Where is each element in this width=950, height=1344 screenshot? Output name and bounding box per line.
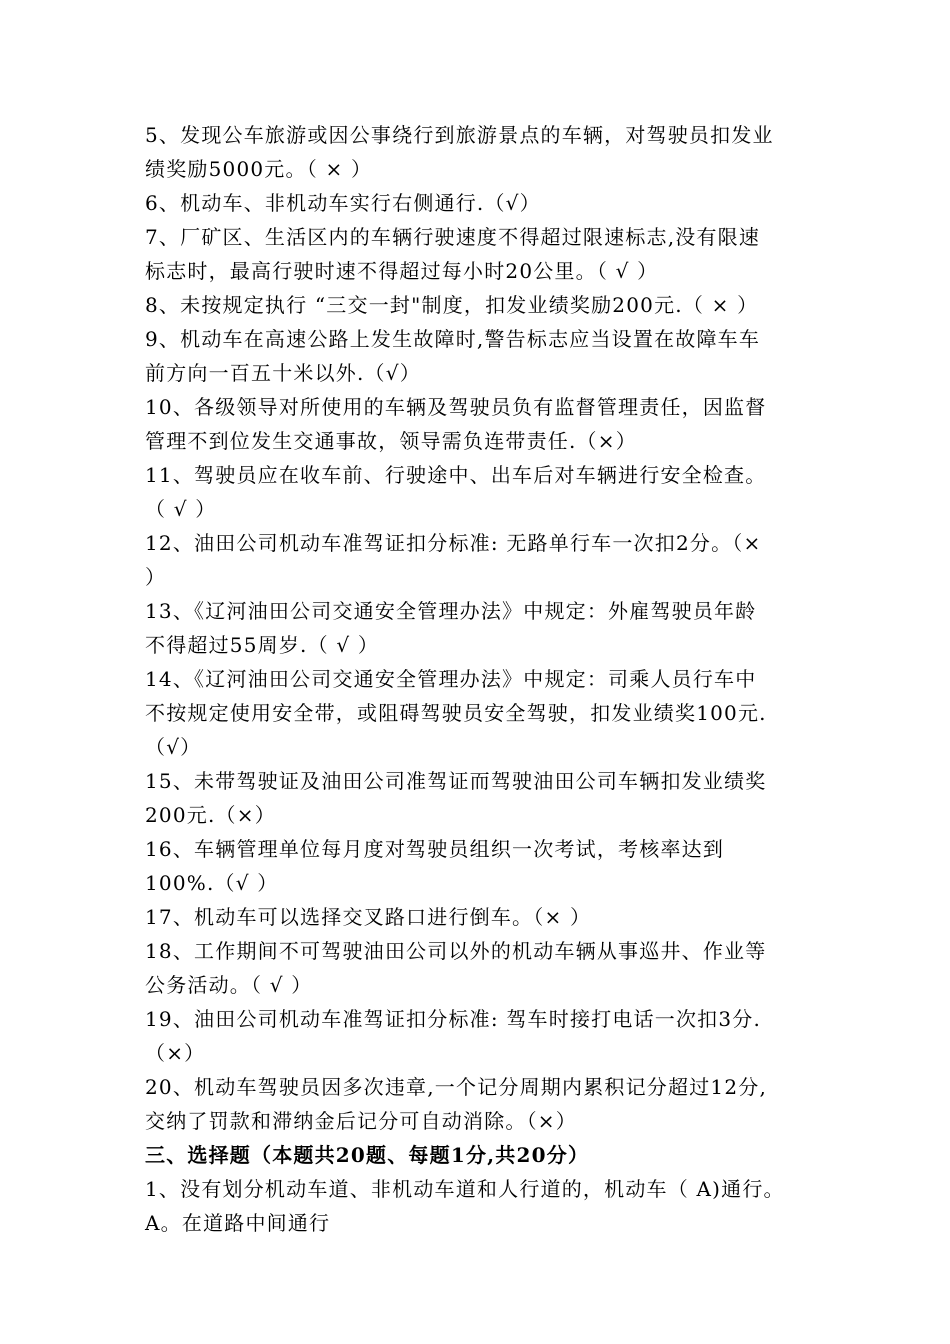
text-line: 标志时，最高行驶时速不得超过每小时20公里。（ √ ） (145, 259, 659, 283)
text-line: 前方向一百五十米以外.（√） (145, 361, 421, 385)
text-line: 10、各级领导对所使用的车辆及驾驶员负有监督管理责任，因监督 (145, 395, 767, 419)
text-line: 15、未带驾驶证及油田公司准驾证而驾驶油田公司车辆扣发业绩奖 (145, 769, 767, 793)
text-line: 19、油田公司机动车准驾证扣分标准: 驾车时接打电话一次扣3分. (145, 1007, 762, 1031)
text-line: 200元.（×） (145, 803, 276, 827)
text-line: 7、厂矿区、生活区内的车辆行驶速度不得超过限速标志,没有限速 (145, 225, 761, 249)
document-body (145, 118, 805, 1240)
text-line: 不按规定使用安全带，或阻碍驾驶员安全驾驶，扣发业绩奖100元. (145, 701, 767, 725)
text-line: 18、工作期间不可驾驶油田公司以外的机动车辆从事巡井、作业等 (145, 939, 767, 963)
text-line: 11、驾驶员应在收车前、行驶途中、出车后对车辆进行安全检查。 (145, 463, 767, 487)
text-line: （ √ ） (145, 497, 217, 521)
text-line: 17、机动车可以选择交叉路口进行倒车。（× ） (145, 905, 592, 929)
answer-option: A。在道路中间通行 (145, 1211, 331, 1235)
text-line: 管理不到位发生交通事故，领导需负连带责任.（×） (145, 429, 637, 453)
text-line: 20、机动车驾驶员因多次违章,一个记分周期内累积记分超过12分, (145, 1075, 768, 1099)
text-line: 12、油田公司机动车准驾证扣分标准: 无路单行车一次扣2分。（× (145, 531, 762, 555)
text-line: 14、《辽河油田公司交通安全管理办法》中规定：司乘人员行车中 (145, 667, 757, 691)
text-line: 9、机动车在高速公路上发生故障时,警告标志应当设置在故障车车 (145, 327, 761, 351)
text-line: 8、未按规定执行 “三交一封"制度，扣发业绩奖励200元.（ × ） (145, 293, 759, 317)
text-line: 6、机动车、非机动车实行右侧通行.（√） (145, 191, 541, 215)
text-line: ） (145, 565, 167, 589)
text-line: 交纳了罚款和滞纳金后记分可自动消除。（×） (145, 1109, 577, 1133)
text-line: 13、《辽河油田公司交通安全管理办法》中规定：外雇驾驶员年龄 (145, 599, 757, 623)
text-line: 100%.（√ ） (145, 871, 279, 895)
text-line: 16、车辆管理单位每月度对驾驶员组织一次考试，考核率达到 (145, 837, 725, 861)
text-line: 5、发现公车旅游或因公事绕行到旅游景点的车辆，对驾驶员扣发业 (145, 123, 774, 147)
text-line: （×） (145, 1041, 206, 1065)
section-heading: 三、选择题（本题共20题、每题1分,共20分） (145, 1143, 590, 1167)
text-line: 绩奖励5000元。（ × ） (145, 157, 373, 181)
question-text: 1、没有划分机动车道、非机动车道和人行道的，机动车（ A)通行。 (145, 1177, 785, 1201)
text-line: 公务活动。（ √ ） (145, 973, 313, 997)
text-line: （√） (145, 735, 202, 759)
text-line: 不得超过55周岁.（ √ ） (145, 633, 380, 657)
